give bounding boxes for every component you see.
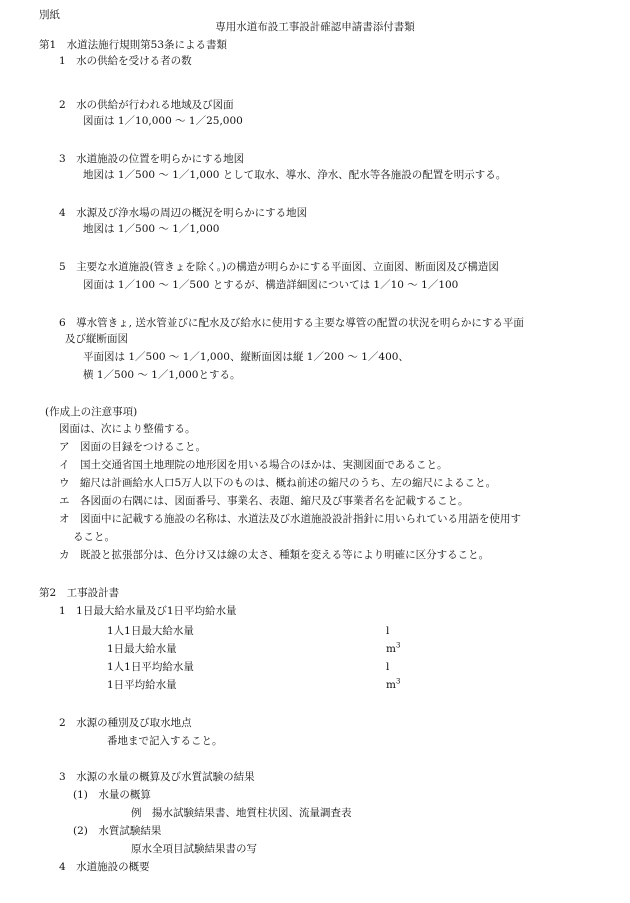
s1-item6-heading: 6 導水管きょ, 送水管並びに配水及び給水に使用する主要な導管の配置の状況を明らかにする平面 [59,317,524,329]
s2-item4-heading: 4 水道施設の概要 [59,861,150,873]
s1-item4-note: 地図は 1／500 ～ 1／1,000 [83,223,220,235]
s2-item3-heading: 3 水源の水量の概算及び水質試験の結果 [59,771,255,783]
note-item-o-cont: ること。 [73,531,115,543]
s1-item2-heading: 2 水の供給が行われる地域及び図面 [59,99,234,111]
row-unit: l [386,661,390,673]
section1-heading: 第1 水道法施行規則第53条による書類 [39,39,228,51]
notes-intro: 図面は、次により整備する。 [59,423,196,435]
s2-item2-heading: 2 水源の種別及び取水地点 [59,717,192,729]
s2-item1-heading: 1 1日最大給水量及び1日平均給水量 [59,605,237,617]
s2-item3-sub1-heading: (1) 水量の概算 [73,789,151,801]
s2-item3-sub2-note: 原水全項目試験結果書の写 [131,843,257,855]
s1-item1-heading: 1 水の供給を受ける者の数 [59,55,192,67]
row-unit: $m^3$ [386,677,401,691]
annex-label: 別紙 [39,9,60,21]
s1-item6-note: 平面図は 1／500 ～ 1／1,000、縦断面図は縦 1／200 ～ 1／400、 [83,351,409,363]
document-title: 専用水道布設工事設計確認申請書添付書類 [215,21,415,33]
s1-item4-heading: 4 水源及び浄水場の周辺の概況を明らかにする地図 [59,207,308,219]
s2-item2-note: 番地まで記入すること。 [107,735,223,747]
note-item-a: ア 図面の目録をつけること。 [59,441,206,453]
s1-item6-heading-cont: 及び縦断面図 [65,333,128,345]
note-item-i: イ 国土交通省国土地理院の地形図を用いる場合のほかは、実測図面であること。 [59,459,448,471]
note-item-e: エ 各図面の右隅には、図面番号、事業名、表題、縮尺及び事業者名を記載すること。 [59,495,469,507]
s2-item3-sub2-heading: (2) 水質試験結果 [73,825,162,837]
note-item-o: オ 図面中に記載する施設の名称は、水道法及び水道施設設計指針に用いられている用語を使用す [59,513,521,525]
note-item-u: ウ 縮尺は計画給水人口5万人以下のものは、概ね前述の縮尺のうち、左の縮尺によること。 [59,477,497,489]
s1-item5-note: 図面は 1／100 ～ 1／500 とするが、構造詳細図については 1／10 ～ 1／100 [83,279,459,291]
s1-item5-heading: 5 主要な水道施設(管きょを除く。)の構造が明らかにする平面図、立面図、断面図及び構造図 [59,261,499,273]
row-label: 1日平均給水量 [107,679,177,691]
row-unit: l [386,625,390,637]
section2-heading: 第2 工事設計書 [39,587,120,599]
s1-item3-heading: 3 水道施設の位置を明らかにする地図 [59,153,245,165]
note-item-ka: カ 既設と拡張部分は、色分け又は線の太さ、種類を変える等により明確に区分すること。 [59,549,490,561]
row-label: 1人1日最大給水量 [107,625,194,637]
notes-heading: (作成上の注意事項) [45,406,138,418]
row-unit: $m^3$ [386,641,401,655]
s1-item2-note: 図面は 1／10,000 ～ 1／25,000 [83,115,243,127]
s1-item6-note2: 横 1／500 ～ 1／1,000とする。 [83,369,241,381]
s2-item3-sub1-note: 例 揚水試験結果書、地質柱状図、流量調査表 [131,807,352,819]
row-label: 1日最大給水量 [107,643,177,655]
s1-item3-note: 地図は 1／500 ～ 1／1,000 として取水、導水、浄水、配水等各施設の配置を明示する。 [83,169,507,181]
row-label: 1人1日平均給水量 [107,661,194,673]
